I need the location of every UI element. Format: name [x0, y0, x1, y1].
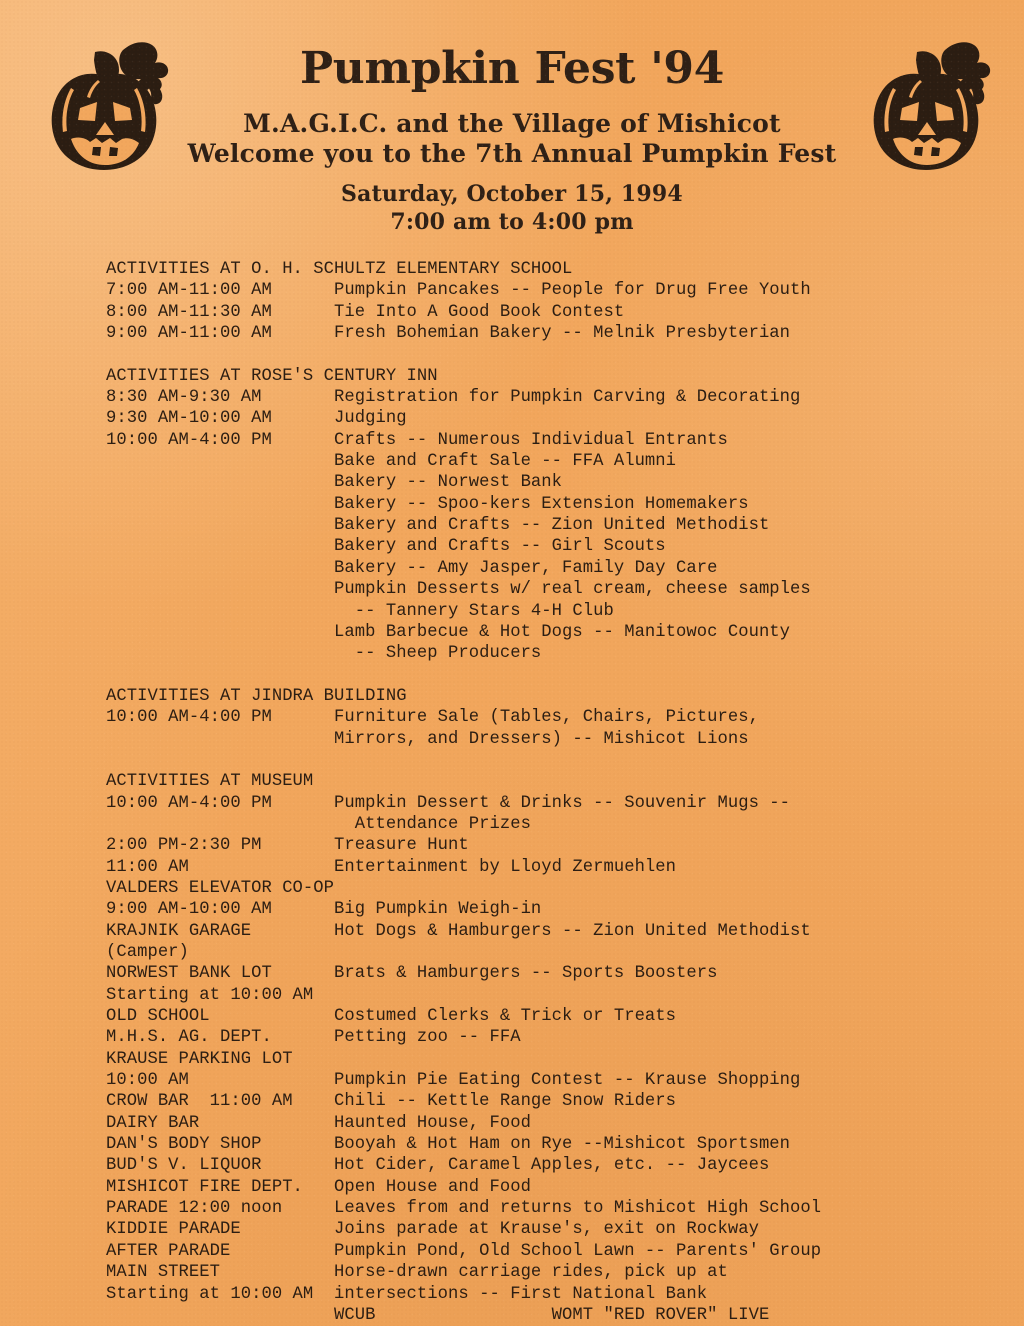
schedule-line: Bakery -- Norwest Bank — [106, 473, 563, 493]
schedule-line: M.H.S. AG. DEPT. Petting zoo -- FFA — [106, 1028, 521, 1048]
schedule-line: Mirrors, and Dressers) -- Mishicot Lions — [106, 729, 749, 749]
schedule-line: 11:00 AM Entertainment by Lloyd Zermuehlen — [106, 857, 677, 877]
schedule-line: 9:30 AM-10:00 AM Judging — [106, 409, 407, 429]
subtitle-line-1: M.A.G.I.C. and the Village of Mishicot — [243, 109, 781, 138]
schedule-line: 10:00 AM Pumpkin Pie Eating Contest -- Krause Shopping — [106, 1071, 801, 1091]
schedule-line: ACTIVITIES AT MUSEUM — [106, 772, 314, 792]
schedule-line: CROW BAR 11:00 AM Chili -- Kettle Range Snow Riders — [106, 1092, 677, 1112]
schedule-line: Pumpkin Desserts w/ real cream, cheese samples — [106, 580, 811, 600]
schedule-spacer — [106, 665, 986, 686]
schedule-line: Starting at 10:00 AM — [106, 985, 314, 1005]
schedule-line: NORWEST BANK LOT Brats & Hamburgers -- Sports Boosters — [106, 964, 718, 984]
schedule-spacer — [106, 750, 986, 771]
schedule-line: Attendance Prizes — [106, 814, 531, 834]
schedule-line: Bakery -- Spoo-kers Extension Homemakers — [106, 494, 749, 514]
schedule-line: Starting at 10:00 AM intersections -- First National Bank — [106, 1284, 708, 1304]
schedule-line: -- Tannery Stars 4-H Club — [106, 601, 614, 621]
schedule-line: MISHICOT FIRE DEPT. Open House and Food — [106, 1177, 531, 1197]
schedule-line: WCUB WOMT "RED ROVER" LIVE — [106, 1305, 770, 1325]
schedule-line: ACTIVITIES AT ROSE'S CENTURY INN — [106, 366, 438, 386]
schedule-line: 9:00 AM-11:00 AM Fresh Bohemian Bakery -- Melnik Presbyterian — [106, 324, 791, 344]
schedule-line: Bakery -- Amy Jasper, Family Day Care — [106, 558, 718, 578]
schedule-line: Bake and Craft Sale -- FFA Alumni — [106, 452, 677, 472]
schedule-line: KIDDIE PARADE Joins parade at Krause's, exit on Rockway — [106, 1220, 759, 1240]
schedule-line: Bakery and Crafts -- Zion United Methodist — [106, 516, 770, 536]
subtitle-line-2: Welcome you to the 7th Annual Pumpkin Fest — [187, 139, 837, 168]
schedule-line: KRAUSE PARKING LOT — [106, 1049, 293, 1069]
schedule-line: (Camper) — [106, 943, 189, 962]
schedule-line: 8:00 AM-11:30 AM Tie Into A Good Book Contest — [106, 302, 625, 322]
schedule-line: Bakery and Crafts -- Girl Scouts — [106, 537, 666, 557]
schedule-line: PARADE 12:00 noon Leaves from and returns to Mishicot High School — [106, 1199, 822, 1219]
schedule-line: 8:30 AM-9:30 AM Registration for Pumpkin Carving & Decorating — [106, 388, 801, 408]
schedule-line: DAIRY BAR Haunted House, Food — [106, 1113, 531, 1133]
schedule-line: ACTIVITIES AT JINDRA BUILDING — [106, 686, 407, 706]
schedule-line: 10:00 AM-4:00 PM Furniture Sale (Tables, Chairs, Pictures, — [106, 708, 759, 728]
schedule-line: 9:00 AM-10:00 AM Big Pumpkin Weigh-in — [106, 900, 542, 920]
schedule-listing — [106, 259, 986, 1326]
page-title: Pumpkin Fest '94 — [299, 43, 725, 94]
schedule-line: MAIN STREET Horse-drawn carriage rides, pick up at — [106, 1263, 728, 1283]
schedule-line: 10:00 AM-4:00 PM Crafts -- Numerous Individual Entrants — [106, 430, 728, 450]
event-time: 7:00 am to 4:00 pm — [390, 209, 634, 235]
schedule-line: DAN'S BODY SHOP Booyah & Hot Ham on Rye --Mishicot Sportsmen — [106, 1135, 791, 1155]
schedule-spacer — [106, 344, 986, 365]
schedule-line: KRAJNIK GARAGE Hot Dogs & Hamburgers -- Zion United Methodist — [106, 921, 811, 941]
schedule-line: ACTIVITIES AT O. H. SCHULTZ ELEMENTARY SCHOOL — [106, 260, 573, 279]
schedule-line: 2:00 PM-2:30 PM Treasure Hunt — [106, 836, 469, 856]
schedule-line: BUD'S V. LIQUOR Hot Cider, Caramel Apples, etc. -- Jaycees — [106, 1156, 770, 1176]
schedule-line: OLD SCHOOL Costumed Clerks & Trick or Treats — [106, 1007, 677, 1027]
schedule-line: 7:00 AM-11:00 AM Pumpkin Pancakes -- People for Drug Free Youth — [106, 281, 811, 301]
schedule-line: 10:00 AM-4:00 PM Pumpkin Dessert & Drinks -- Souvenir Mugs -- — [106, 793, 791, 813]
schedule-line: -- Sheep Producers — [106, 644, 542, 664]
schedule-line: VALDERS ELEVATOR CO-OP — [106, 878, 335, 898]
event-date: Saturday, October 15, 1994 — [341, 181, 683, 207]
schedule-line: Lamb Barbecue & Hot Dogs -- Manitowoc County — [106, 622, 791, 642]
schedule-line: AFTER PARADE Pumpkin Pond, Old School Lawn -- Parents' Group — [106, 1241, 822, 1261]
